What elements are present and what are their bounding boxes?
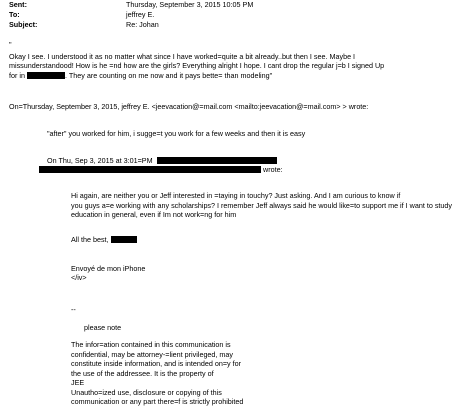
please-note: please note bbox=[84, 323, 122, 332]
reply-header: On=Thursday, September 3, 2015, jeffrey E. <jeevacation@=mail.com <mailto:jeevacation@=mail.com> > wrote: bbox=[9, 102, 369, 111]
inner-line-3: education in general, even if Im not work=ng for him bbox=[71, 210, 237, 219]
subject-value: Re: Johan bbox=[126, 20, 159, 29]
message-line-1: Okay I see. I understood it as no matter what since I have worked=quite a bit already..but then I see. Maybe I bbox=[9, 51, 356, 61]
quoted-wrote: wrote: bbox=[263, 165, 283, 174]
to-label: To: bbox=[9, 10, 20, 19]
quote-mark: " bbox=[9, 40, 12, 49]
footer-dashes: -- bbox=[71, 305, 76, 314]
to-value: jeffrey E. bbox=[126, 10, 155, 19]
message-line-3-end: . They are counting on me now and it pays bette= than modeling" bbox=[64, 70, 273, 80]
disclaimer-line: Unautho=ized use, disclosure or copying of this bbox=[71, 387, 222, 397]
disclaimer-line: The infor=ation contained in this communication is bbox=[71, 340, 231, 349]
message-body bbox=[9, 40, 384, 80]
reply-body: "after" you worked for him, i sugge=t you work for a few weeks and then it is easy bbox=[47, 129, 306, 138]
disclaimer-line: communication or any part there=f is strictly prohibited bbox=[71, 397, 244, 406]
redaction-box bbox=[157, 157, 277, 164]
signoff-text: All the best, bbox=[71, 235, 109, 244]
disclaimer-line: constitute inside information, and is intended on=y for bbox=[71, 359, 242, 368]
disclaimer-line: JEE bbox=[71, 378, 85, 387]
closing-tag: </iv> bbox=[71, 273, 87, 282]
sent-value: Thursday, September 3, 2015 10:05 PM bbox=[126, 0, 254, 9]
sent-label: Sent: bbox=[9, 0, 27, 9]
inner-line-1: Hi again, are neither you or Jeff interested in =taying in touchy? Just asking. And I am curious to know if bbox=[71, 191, 401, 200]
message-line-3-start: for in bbox=[9, 70, 25, 80]
subject-label: Subject: bbox=[9, 20, 38, 29]
disclaimer-line: confidential, may be attorney-=lient privileged, may bbox=[71, 349, 234, 359]
sent-from: Envoyé de mon iPhone bbox=[71, 264, 146, 273]
redaction-box bbox=[111, 236, 137, 243]
inner-message bbox=[71, 191, 452, 220]
message-line-2: missunderstandood! How is he =nd how are the girls? Everything alright I hope. I cant drop the regular j=b I signed Up bbox=[9, 61, 385, 70]
redaction-box bbox=[27, 72, 65, 79]
disclaimer-line: the use of the addressee. It is the property of bbox=[71, 368, 214, 378]
quoted-date: On Thu, Sep 3, 2015 at 3:01=PM bbox=[47, 156, 153, 165]
inner-line-2: you guys a=e working with any scholarships? I remember Jeff always said he would like=to support me if I want to study bbox=[71, 200, 452, 210]
disclaimer bbox=[71, 340, 243, 407]
quoted-header-cont bbox=[39, 165, 283, 175]
signoff bbox=[71, 235, 137, 245]
message-line-3 bbox=[9, 71, 384, 81]
redaction-box bbox=[39, 166, 261, 173]
